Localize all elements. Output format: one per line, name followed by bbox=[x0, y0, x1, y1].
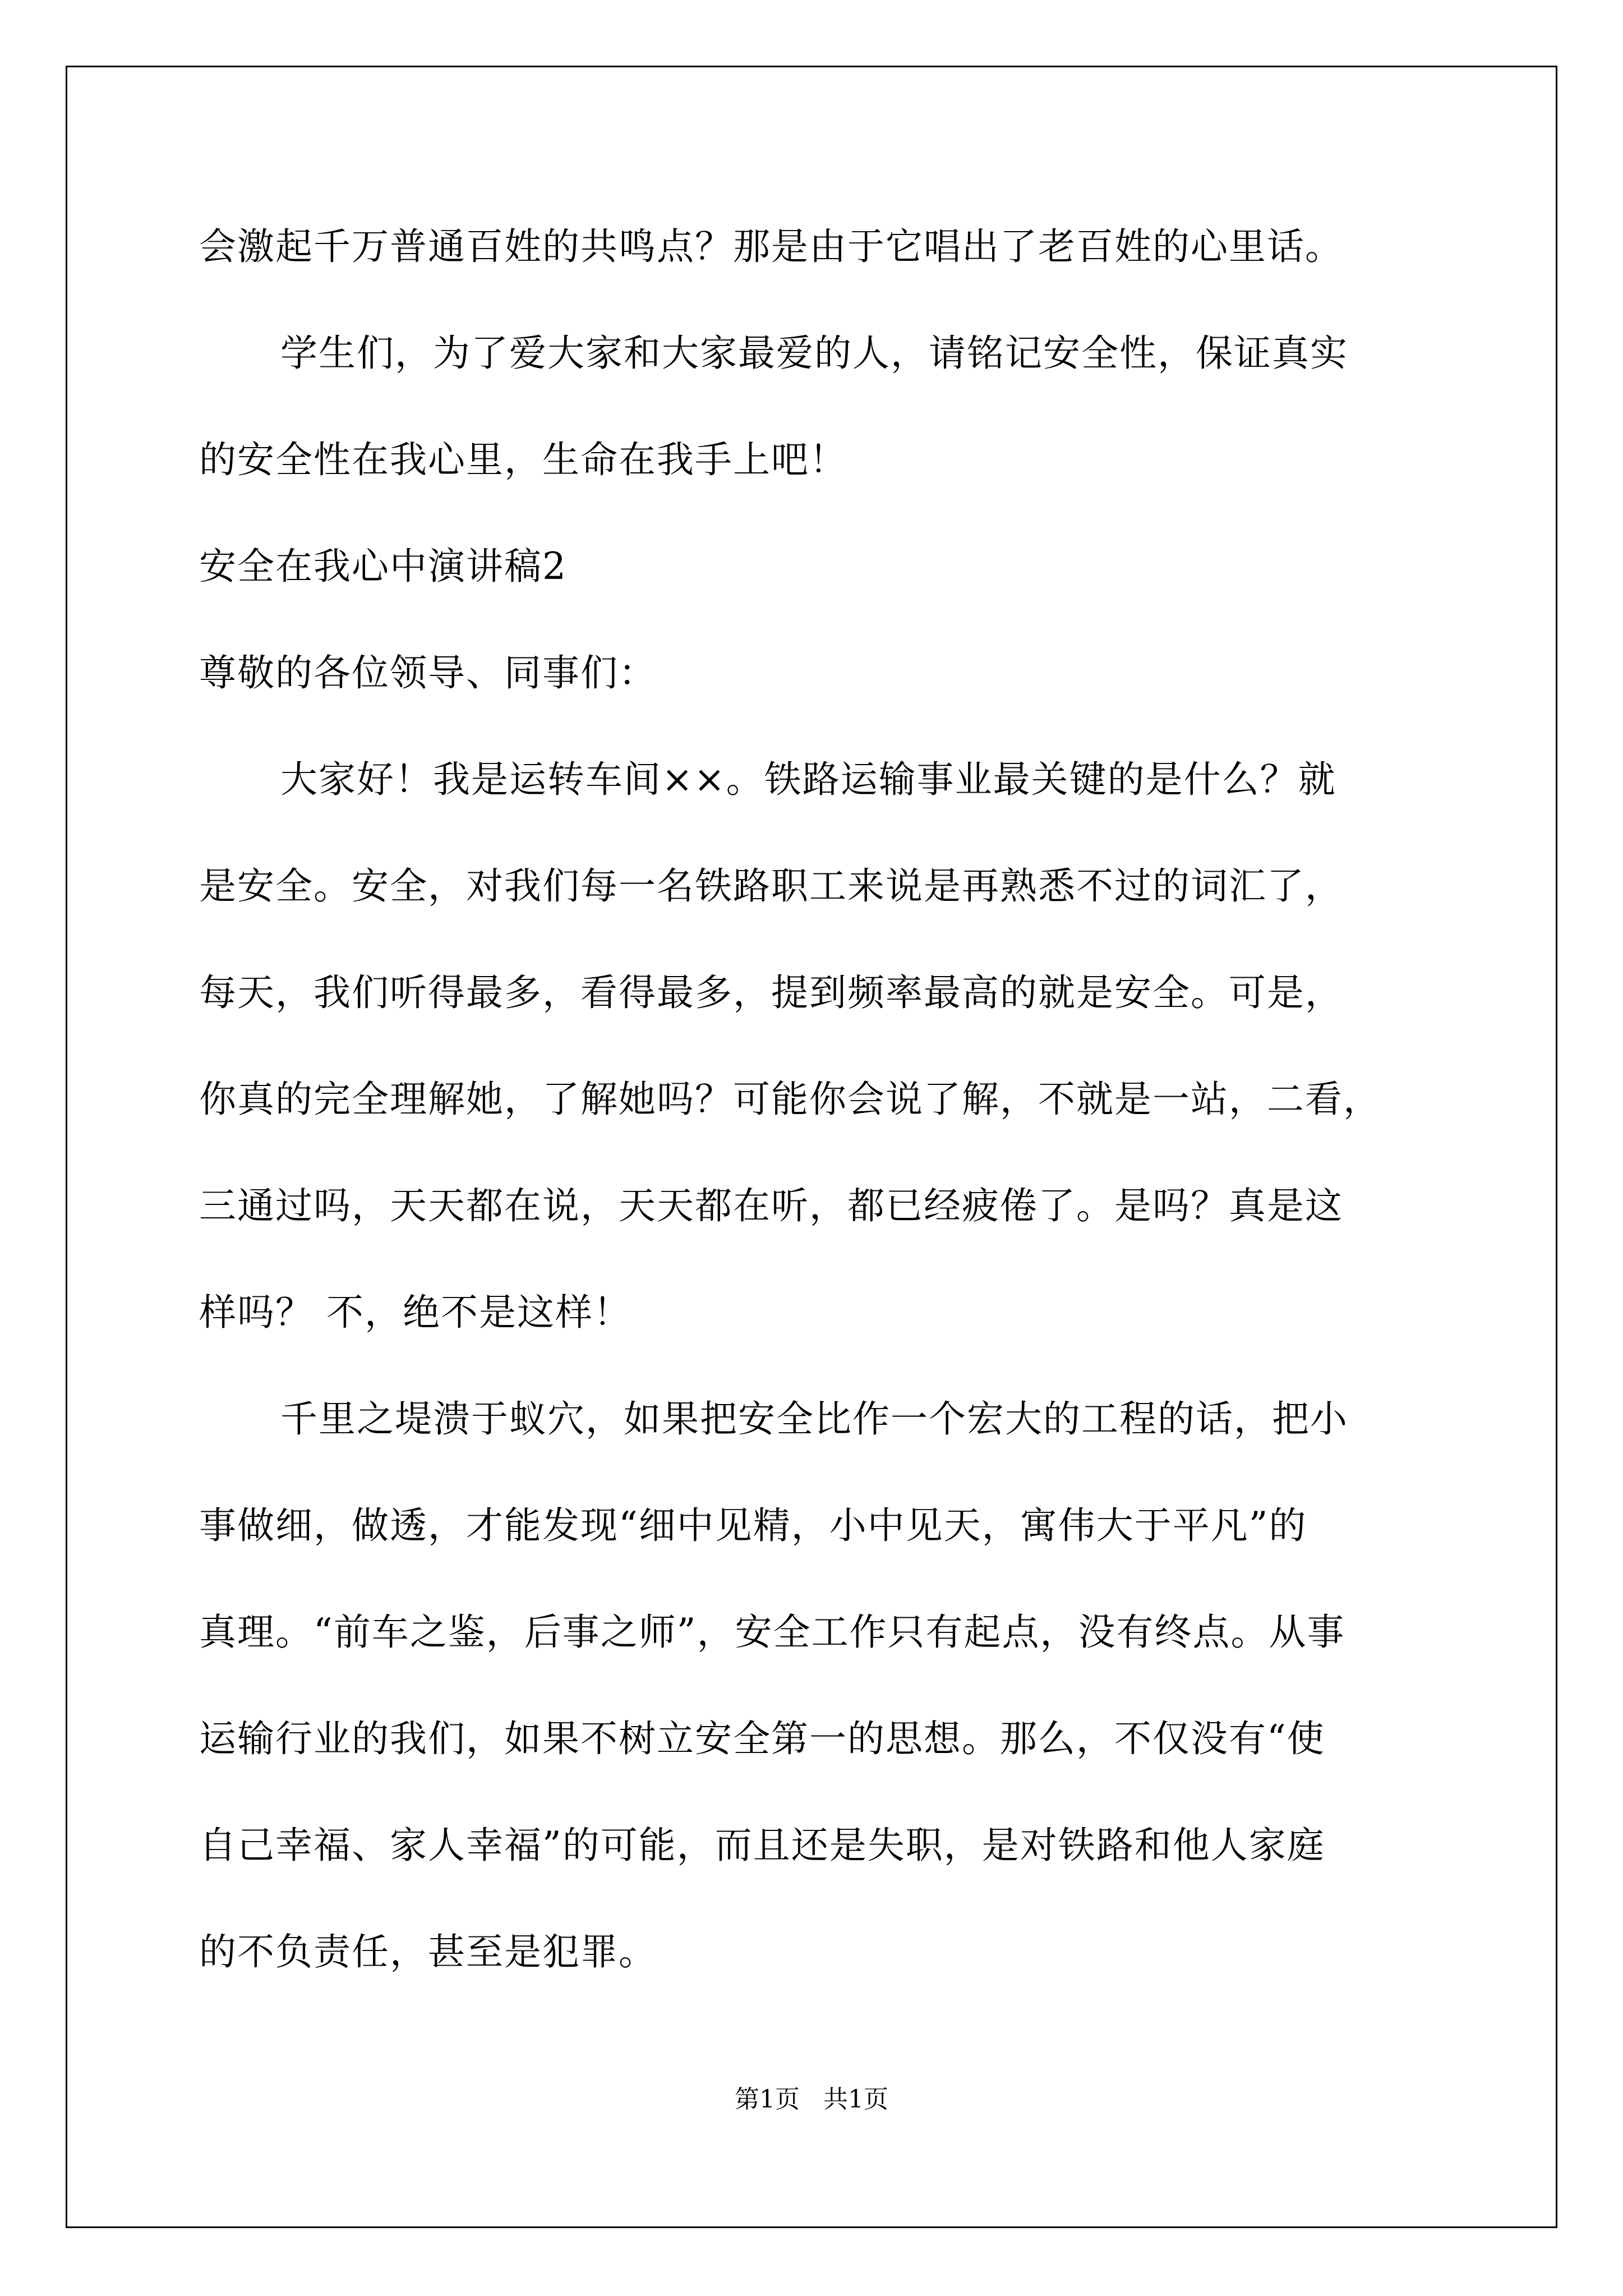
paragraph-line: 的不负责任，甚至是犯罪。 bbox=[199, 1930, 657, 1973]
paragraph-line: 是安全。安全，对我们每一名铁路职工来说是再熟悉不过的词汇了， bbox=[199, 864, 1343, 908]
page-footer: 第1页 共1页 bbox=[735, 2085, 888, 2114]
paragraph-line: 的安全性在我心里，生命在我手上吧！ bbox=[199, 438, 847, 481]
paragraph-line: 真理。“前车之鉴，后事之师”，安全工作只有起点，没有终点。从事 bbox=[199, 1611, 1345, 1654]
paragraph-line: 运输行业的我们，如果不树立安全第一的思想。那么，不仅没有“使 bbox=[199, 1717, 1325, 1760]
paragraph-line: 每天，我们听得最多，看得最多，提到频率最高的就是安全。可是， bbox=[199, 971, 1343, 1014]
page-border bbox=[66, 66, 1557, 2228]
paragraph-line: 千里之堤溃于蚁穴，如果把安全比作一个宏大的工程的话，把小 bbox=[280, 1397, 1348, 1441]
salutation: 尊敬的各位领导、同事们： bbox=[199, 651, 657, 694]
paragraph-line: 会激起千万普通百姓的共鸣点？那是由于它唱出了老百姓的心里话。 bbox=[199, 225, 1343, 268]
paragraph-line: 大家好！我是运转车间××。铁路运输事业最关键的是什么？就 bbox=[280, 758, 1336, 801]
paragraph-line: 你真的完全理解她，了解她吗？可能你会说了解，不就是一站，二看， bbox=[199, 1078, 1381, 1121]
section-heading: 安全在我心中演讲稿2 bbox=[199, 545, 567, 588]
paragraph-line: 学生们，为了爱大家和大家最爱的人，请铭记安全性，保证真实 bbox=[280, 332, 1348, 375]
paragraph-line: 事做细，做透，才能发现“细中见精，小中见天，寓伟大于平凡”的 bbox=[199, 1504, 1307, 1547]
paragraph-line: 样吗？ 不，绝不是这样！ bbox=[199, 1291, 631, 1334]
paragraph-line: 自己幸福、家人幸福”的可能，而且还是失职，是对铁路和他人家庭 bbox=[199, 1824, 1325, 1867]
paragraph-line: 三通过吗，天天都在说，天天都在听，都已经疲倦了。是吗？真是这 bbox=[199, 1184, 1343, 1227]
